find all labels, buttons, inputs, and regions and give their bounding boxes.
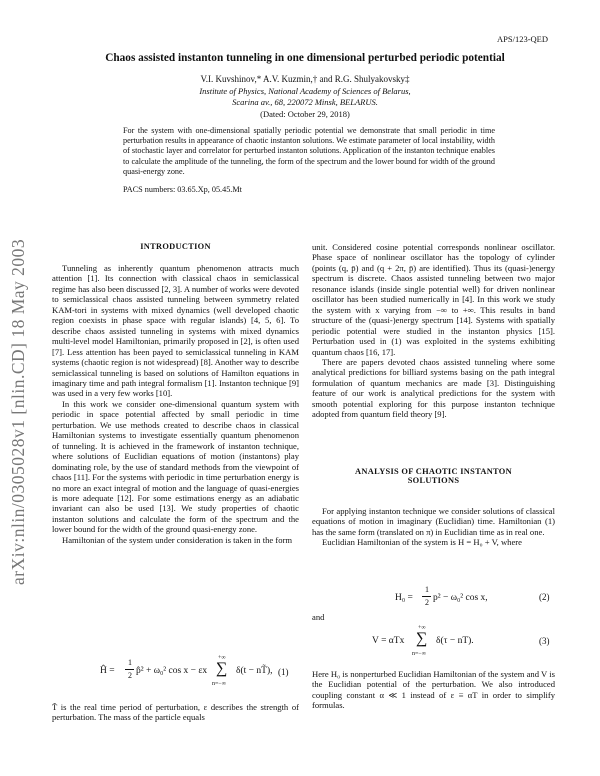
eq1-lhs: Ĥ = (100, 666, 115, 676)
eq1-sum-top: +∞ (218, 655, 226, 661)
affiliation-line-1: Institute of Physics, National Academy of Sciences of Belarus, (199, 86, 411, 96)
abstract: For the system with one-dimensional spatially periodic potential we demonstrate that small periodic in time perturbation results in appearance of chaotic instanton solutions. We estimate parameter of local instability, width of stochastic layer and correlator for perturbed instanton solutions. Application of the instanton technique enables to calculate the amplitude of the tunneling, the form of the spectrum and the lower bound for width of the ground quasi-energy zone. (123, 126, 495, 176)
eq1-tail: δ(t − nT̃), (236, 666, 273, 676)
report-tag: APS/123-QED (496, 34, 548, 44)
right-column-text-3 (312, 669, 555, 711)
analysis-heading-line-1: ANALYSIS OF CHAOTIC INSTANTON (355, 467, 512, 476)
eq2-lhs: H₀ = (395, 593, 413, 603)
arxiv-sidebar-stamp (8, 175, 38, 585)
analysis-heading (312, 467, 555, 485)
eq3-tail: δ(τ − nT). (436, 636, 474, 646)
sum-icon: ∑ (216, 660, 228, 677)
right-paragraph-1: unit. Considered cosine potential corresponds nonlinear oscillator. Phase space of nonlinear oscillator has the topology of cylinder (points (q, p̄) and (q + 2π, p̄) are identified). Thus its (quasi-)energy spectrum is discrete. Chaos assisted tunneling between two major resonance islands (inside single potential well) for driven nonlinear oscillator has been studied numerically in [4]. In this work we study the system with x varying from −∞ to +∞. This results in band structure of the (quasi-)energy spectrum [14]. Systems with spatially periodic potential were studied in the instanton physics [15]. Perturbation used in (1) was exploited in the systems exhibiting quantum chaos [16, 17]. (312, 242, 555, 357)
right-paragraph-5: Here H₀ is nonperturbed Euclidian Hamiltonian of the system and V is the Euclidian potential of the perturbation. We also introduced coupling constant α ≪ 1 instead of ε ≡ αT in order to simplify formulas. (312, 669, 555, 711)
eq3-sum-bottom: n=−∞ (412, 651, 427, 657)
equation-2 (395, 584, 535, 614)
eq1-frac-bar (125, 669, 134, 670)
dated-line: (Dated: October 29, 2018) (260, 109, 350, 119)
eq1-sum-bottom: n=−∞ (212, 681, 227, 687)
paper-authors: V.I. Kuvshinov,* A.V. Kuzmin,† and R.G. Shulyakovsky‡ (200, 74, 410, 84)
right-paragraph-2: There are papers devoted chaos assisted tunneling where some analytical predictions for billiard systems basing on the path integral formulation of quantum mechanics are made [3]. Distinguishing feature of our work is analytical predictions for the system with smooth potential exploring for this purpose instanton technique adopted from quantum field theory [9]. (312, 356, 555, 420)
intro-heading: INTRODUCTION (140, 242, 211, 251)
analysis-heading-line-2: SOLUTIONS (407, 476, 460, 485)
eq2-frac-den: 2 (425, 598, 429, 607)
arxiv-id: arXiv:nlin/0305028v1 [nlin.CD] 18 May 2003 (8, 238, 28, 585)
eq1-rhs: p̂² + ω₀² cos x − εx (136, 666, 208, 676)
eq2-number: (2) (539, 592, 550, 602)
affiliation-line-2: Scarina av., 68, 220072 Minsk, BELARUS. (232, 97, 378, 107)
pacs-numbers: PACS numbers: 03.65.Xp, 05.45.Mt (123, 185, 242, 194)
left-column-text (52, 263, 299, 545)
and-line (312, 612, 555, 622)
right-column-text-2 (312, 506, 555, 548)
paper-title: Chaos assisted instanton tunneling in one dimensional perturbed periodic potential (105, 52, 505, 64)
and-word: and (312, 612, 325, 622)
right-paragraph-3: For applying instanton technique we consider solutions of classical equations of motion in imaginary (Euclidian) time. Hamiltonian (1) has the same form (translated on π) in Euclidian time as in real one. (312, 506, 555, 537)
right-column-text (312, 242, 555, 420)
eq1-frac-den: 2 (128, 671, 132, 680)
eq2-frac-num: 1 (425, 585, 429, 594)
eq1-number: (1) (278, 667, 289, 677)
eq2-frac-bar (422, 596, 431, 597)
eq3-number: (3) (539, 636, 550, 646)
intro-paragraph-3: Hamiltonian of the system under consideration is taken in the form (62, 534, 293, 545)
eq3-lhs: V = αTx (372, 636, 405, 646)
intro-paragraph-1: Tunneling as inherently quantum phenomenon attracts much attention [1]. Its connection with classical chaos in semiclassical regime has also been discussed [2, 3]. A number of works were devoted to semiclassical chaos assisted tunneling between symmetry related KAM-tori in systems with mixed dynamics (well developed chaotic region coexists in phase space with regular islands) [4, 5, 6]. To describe chaos assisted tunneling in systems with mixed dynamics multi-level model Hamiltonian, primarily proposed in [2], is often used [7]. Less attention has been payed to semiclassical tunneling in KAM systems (chaotic region is not widespread) [8]. Another way to describe semiclassical tunneling is based on solutions of Hamilton equations in imaginary time and path integral formalism [1]. Instanton technique [9] was used in a very few works [10]. (52, 263, 299, 399)
sum-icon: ∑ (416, 630, 428, 647)
right-paragraph-4: Euclidian Hamiltonian of the system is H = H₀ + V, where (322, 537, 522, 548)
intro-paragraph-4: T̃ is the real time period of perturbation, ε describes the strength of perturbation. The mass of the particle equals (52, 702, 299, 723)
eq1-frac-num: 1 (128, 658, 132, 667)
equation-3 (372, 625, 542, 665)
left-column-text-bottom (52, 702, 299, 723)
eq3-sum-top: +∞ (418, 625, 426, 631)
eq2-rhs: p² − ω₀² cos x, (433, 593, 488, 603)
equation-1 (100, 655, 300, 695)
affiliation (50, 86, 560, 108)
intro-paragraph-2: In this work we consider one-dimensional quantum system with periodic in space potential affected by small periodic in time perturbation. We use methods created to describe chaos in classical Hamiltonian systems to investigate essentially quantum phenomenon of tunneling. It is achieved in the framework of instanton technique, where solutions of Euclidian equations of motion (instantons) play dominating role, by the use of standard methods from the viewpoint of chaos [11]. For the systems with periodic in time perturbation energy is no more an exact integral of motion and the language of quasi-energies is more adequate [12]. For some estimations energy as an adiabatic invariant can also be used [13]. We study properties of chaotic instanton solutions and calculate the form of the spectrum and the lower bound for the width of the ground quasi-energy zone. (52, 398, 299, 535)
